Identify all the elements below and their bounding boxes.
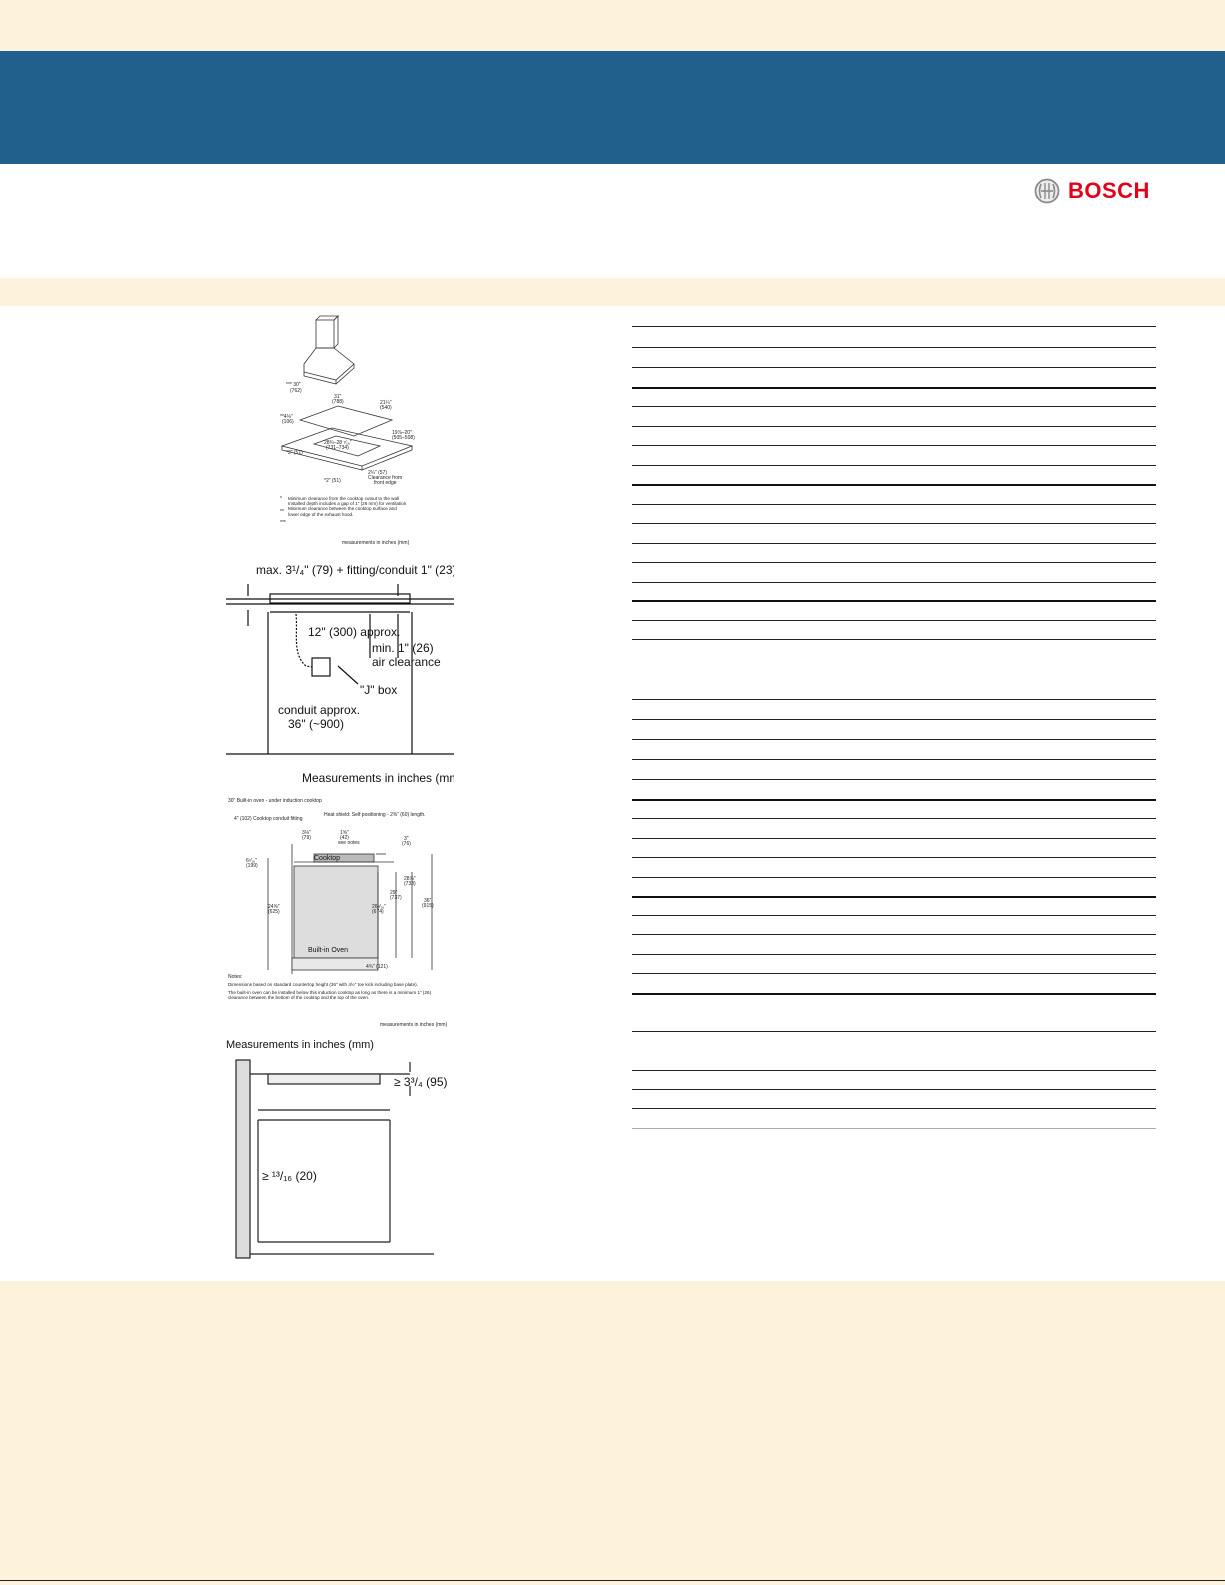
svg-text:3": 3" xyxy=(404,836,409,842)
specifications-table xyxy=(632,306,1156,1281)
table-row-rule xyxy=(632,504,1156,505)
brand-name: BOSCH xyxy=(1068,178,1150,203)
table-row-rule xyxy=(632,719,1156,720)
svg-text:2¼" (57): 2¼" (57) xyxy=(368,470,388,476)
table-row-rule xyxy=(632,934,1156,935)
fig2-conduit2: 36" (~900) xyxy=(288,717,344,731)
svg-text:*: * xyxy=(280,496,282,502)
table-row-rule xyxy=(632,799,1156,801)
table-row-rule xyxy=(632,954,1156,955)
table-row-rule xyxy=(632,1089,1156,1090)
table-row-rule xyxy=(632,445,1156,446)
svg-text:(762): (762) xyxy=(290,388,302,394)
fig2-approx: 12" (300) approx. xyxy=(308,625,401,639)
table-row-rule xyxy=(632,562,1156,563)
svg-text:*2" (51): *2" (51) xyxy=(286,450,303,456)
fig1-note3: Minimum clearance between the cooktop surface and lower edge of the exhaust hood. xyxy=(288,506,397,517)
table-row-rule xyxy=(632,838,1156,839)
svg-text:(42): (42) xyxy=(340,835,349,841)
svg-text:(731–734): (731–734) xyxy=(326,445,349,451)
svg-text:28¾–28 ⁷⁄₁₆": 28¾–28 ⁷⁄₁₆" xyxy=(324,440,352,446)
svg-text:(79): (79) xyxy=(302,835,311,841)
svg-text:26⁹⁄₁₆": 26⁹⁄₁₆" xyxy=(372,904,387,910)
svg-text:**: ** xyxy=(280,509,284,515)
footer-rule xyxy=(0,1580,1225,1581)
svg-text:(674): (674) xyxy=(372,909,384,915)
oven-drawing xyxy=(226,794,458,1030)
table-row-rule xyxy=(632,1070,1156,1071)
svg-text:(540): (540) xyxy=(380,405,392,411)
section-band xyxy=(0,278,1225,306)
ventilation-diagram xyxy=(224,1034,458,1266)
svg-text:Heat shield: Self positioning: Heat shield: Self positioning - 2⅜" (60) length. xyxy=(324,812,426,818)
table-row-rule xyxy=(632,600,1156,602)
svg-text:Clearance from: Clearance from xyxy=(368,475,403,481)
conduit-drawing xyxy=(226,554,454,792)
svg-text:(737): (737) xyxy=(390,895,402,901)
cutout-diagram xyxy=(276,310,436,546)
svg-text:6⁷⁄₁₆": 6⁷⁄₁₆" xyxy=(246,858,257,864)
fig2-jbox: "J" box xyxy=(360,683,398,697)
fig3-note2: The built-in oven can be installed below this induction cooktop as long as there is a minimum 1" (26) clearance between the bottom of the cooktop and the top of the oven. xyxy=(228,990,432,1001)
svg-text:*2" (51): *2" (51) xyxy=(324,478,341,484)
table-row-rule xyxy=(632,1031,1156,1032)
svg-text:4" (102) Cooktop conduit fitti: 4" (102) Cooktop conduit fitting xyxy=(234,816,303,822)
table-row-rule xyxy=(632,739,1156,740)
svg-text:(106): (106) xyxy=(282,419,294,425)
fig2-min2: air clearance xyxy=(372,655,441,669)
svg-text:(505–508): (505–508) xyxy=(392,435,415,441)
header-band xyxy=(0,51,1225,164)
fig3-cooktop: Cooktop xyxy=(314,855,341,862)
fig3-title: 30" Built-in oven - under induction cooktop xyxy=(228,798,322,804)
table-row-rule xyxy=(632,896,1156,898)
cutout-drawing xyxy=(276,310,436,546)
svg-text:19⅞–20": 19⅞–20" xyxy=(392,430,412,436)
table-row-rule xyxy=(632,582,1156,583)
fig2-max: max. 3¹/₄" (79) + fitting/conduit 1" (23) xyxy=(256,563,454,577)
svg-text:1⅝": 1⅝" xyxy=(340,830,349,836)
table-row-rule xyxy=(632,993,1156,995)
svg-text:(733): (733) xyxy=(404,881,416,887)
table-row-rule xyxy=(632,406,1156,407)
fig1-note2: Installed depth includes a gap of 1" (26 mm) for ventilation xyxy=(288,501,407,507)
fig4-side: ≥ ¹³/₁₆ (20) xyxy=(262,1169,317,1183)
table-row-rule xyxy=(632,857,1156,858)
svg-text:front edge: front edge xyxy=(374,480,397,486)
svg-text:31": 31" xyxy=(334,394,342,400)
table-row-rule xyxy=(632,818,1156,819)
svg-text:21¼": 21¼" xyxy=(380,400,392,406)
table-row-rule xyxy=(632,543,1156,544)
table-row-rule xyxy=(632,779,1156,780)
table-row-rule xyxy=(632,1128,1156,1129)
svg-text:Notes:: Notes: xyxy=(228,974,243,980)
table-row-rule xyxy=(632,1108,1156,1109)
svg-text:**4⅛": **4⅛" xyxy=(280,414,293,420)
fig3-measure: measurements in inches (mm) xyxy=(380,1022,448,1028)
fig2-conduit1: conduit approx. xyxy=(278,703,361,717)
svg-text:(788): (788) xyxy=(332,399,344,405)
table-row-rule xyxy=(632,620,1156,621)
svg-text:29": 29" xyxy=(390,890,398,896)
svg-text:36": 36" xyxy=(424,898,432,904)
table-row-rule xyxy=(632,367,1156,368)
fig2-measure: Measurements in inches (mm) xyxy=(302,771,454,785)
fig1-measure: measurements in inches (mm) xyxy=(342,540,410,546)
oven-diagram xyxy=(226,794,458,1030)
ventilation-drawing xyxy=(224,1034,458,1266)
fig4-top: ≥ 3³/₄ (95) xyxy=(394,1075,448,1089)
svg-text:***: *** xyxy=(280,520,286,526)
svg-text:(199): (199) xyxy=(246,863,258,869)
svg-text:(625): (625) xyxy=(268,909,280,915)
svg-text:*** 30": *** 30" xyxy=(286,382,301,388)
svg-text:3⅛": 3⅛" xyxy=(302,830,311,836)
table-row-rule xyxy=(632,426,1156,427)
table-row-rule xyxy=(632,387,1156,389)
fig2-min1: min. 1" (26) xyxy=(372,641,434,655)
table-row-rule xyxy=(632,347,1156,348)
svg-text:4¾" (121): 4¾" (121) xyxy=(366,964,388,970)
svg-text:24⅝": 24⅝" xyxy=(268,904,280,910)
table-row-rule xyxy=(632,759,1156,760)
table-row-rule xyxy=(632,523,1156,524)
table-row-rule xyxy=(632,915,1156,916)
table-row-rule xyxy=(632,326,1156,327)
fig3-note1: Dimensions based on standard countertop height (36" with 4½" toe kick including base plate). xyxy=(228,982,418,987)
table-row-rule xyxy=(632,465,1156,466)
table-row-rule xyxy=(632,639,1156,640)
brand-logo xyxy=(1034,178,1150,204)
svg-text:(915): (915) xyxy=(422,903,434,909)
bosch-armature-icon xyxy=(1034,178,1060,204)
content-area xyxy=(0,306,1225,1281)
fig1-note1: Minimum clearance from the cooktop cutout to the wall xyxy=(288,496,400,501)
conduit-diagram xyxy=(226,554,454,792)
svg-text:(76): (76) xyxy=(402,841,411,847)
svg-text:28⅞": 28⅞" xyxy=(404,876,416,882)
top-margin xyxy=(0,0,1225,51)
fig3-oven: Built-in Oven xyxy=(308,947,349,954)
table-row-rule xyxy=(632,699,1156,700)
svg-text:see notes: see notes xyxy=(338,840,360,846)
table-row-rule xyxy=(632,484,1156,486)
table-row-rule xyxy=(632,877,1156,878)
fig4-measure: Measurements in inches (mm) xyxy=(226,1039,374,1051)
table-row-rule xyxy=(632,973,1156,974)
